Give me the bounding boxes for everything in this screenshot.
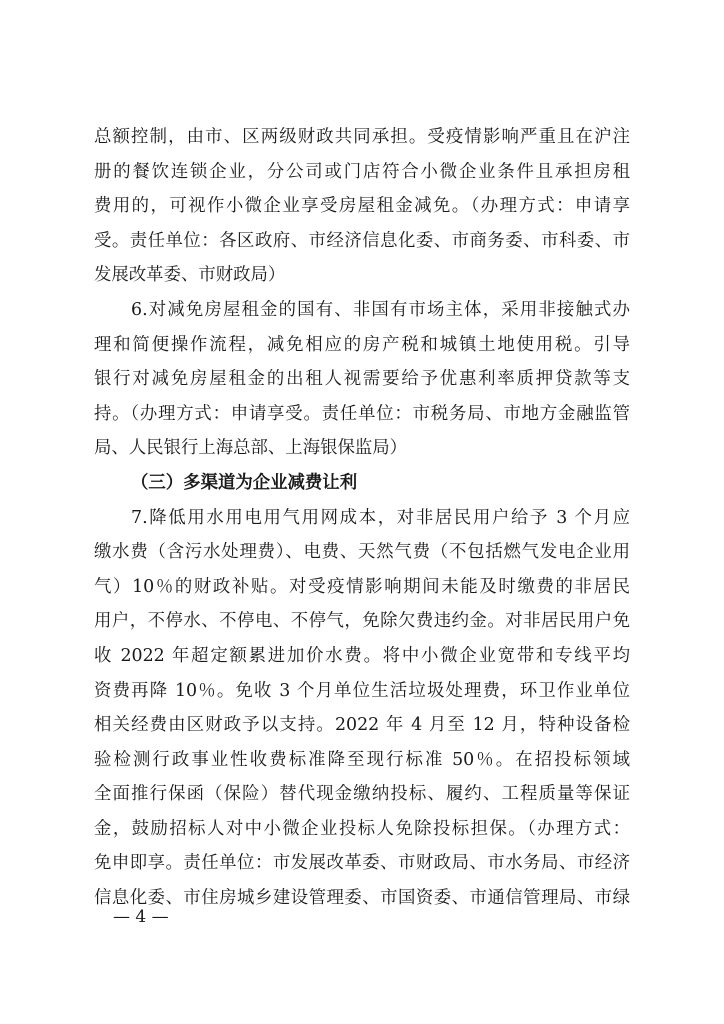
- text-line: 局、人民银行上海总部、上海银保监局）: [94, 438, 408, 459]
- page-number: — 4 —: [113, 907, 169, 927]
- text-line: 银行对减免房屋租金的出租人视需要给予优惠利率质押贷款等支: [94, 369, 630, 390]
- text-line: 气）10％的财政补贴。对受疫情影响期间未能及时缴费的非居民: [94, 576, 630, 597]
- text-line: 受。责任单位：各区政府、市经济信息化委、市商务委、市科委、市: [94, 230, 630, 251]
- text-line: 费用的，可视作小微企业享受房屋租金减免。（办理方式：申请享: [94, 196, 630, 217]
- text-line: 持。（办理方式：申请享受。责任单位：市税务局、市地方金融监管: [94, 403, 630, 424]
- document-body: [94, 120, 630, 916]
- text-line: 用户，不停水、不停电、不停气，免除欠费违约金。对非居民用户免: [94, 611, 630, 632]
- text-line: 缴水费（含污水处理费）、电费、天然气费（不包括燃气发电企业用: [94, 542, 630, 563]
- text-line: 发展改革委、市财政局）: [94, 265, 286, 286]
- section-heading: （三）多渠道为企业减费让利: [131, 472, 358, 493]
- text-line: 册的餐饮连锁企业，分公司或门店符合小微企业条件且承担房租: [94, 161, 630, 182]
- text-line: 资费再降 10％。免收 3 个月单位生活垃圾处理费，环卫作业单位: [94, 680, 630, 701]
- paragraph-6-start: 6.对减免房屋租金的国有、非国有市场主体，采用非接触式办: [131, 299, 630, 320]
- text-line: 相关经费由区财政予以支持。2022 年 4 月至 12 月，特种设备检: [94, 715, 630, 736]
- text-line: 信息化委、市住房城乡建设管理委、市国资委、市通信管理局、市绿: [94, 888, 630, 909]
- paragraph-7-start: 7.降低用水用电用气用网成本，对非居民用户给予 3 个月应: [131, 507, 630, 528]
- text-line: 验检测行政事业性收费标准降至现行标准 50％。在招投标领域: [94, 749, 630, 770]
- text-line: 金，鼓励招标人对中小微企业投标人免除投标担保。（办理方式：: [94, 818, 630, 839]
- text-line: 免申即享。责任单位：市发展改革委、市财政局、市水务局、市经济: [94, 853, 630, 874]
- text-line: 理和简便操作流程，减免相应的房产税和城镇土地使用税。引导: [94, 334, 630, 355]
- text-line: 总额控制，由市、区两级财政共同承担。受疫情影响严重且在沪注: [94, 127, 630, 147]
- text-line: 收 2022 年超定额累进加价水费。将中小微企业宽带和专线平均: [94, 645, 630, 666]
- text-line: 全面推行保函（保险）替代现金缴纳投标、履约、工程质量等保证: [94, 784, 630, 805]
